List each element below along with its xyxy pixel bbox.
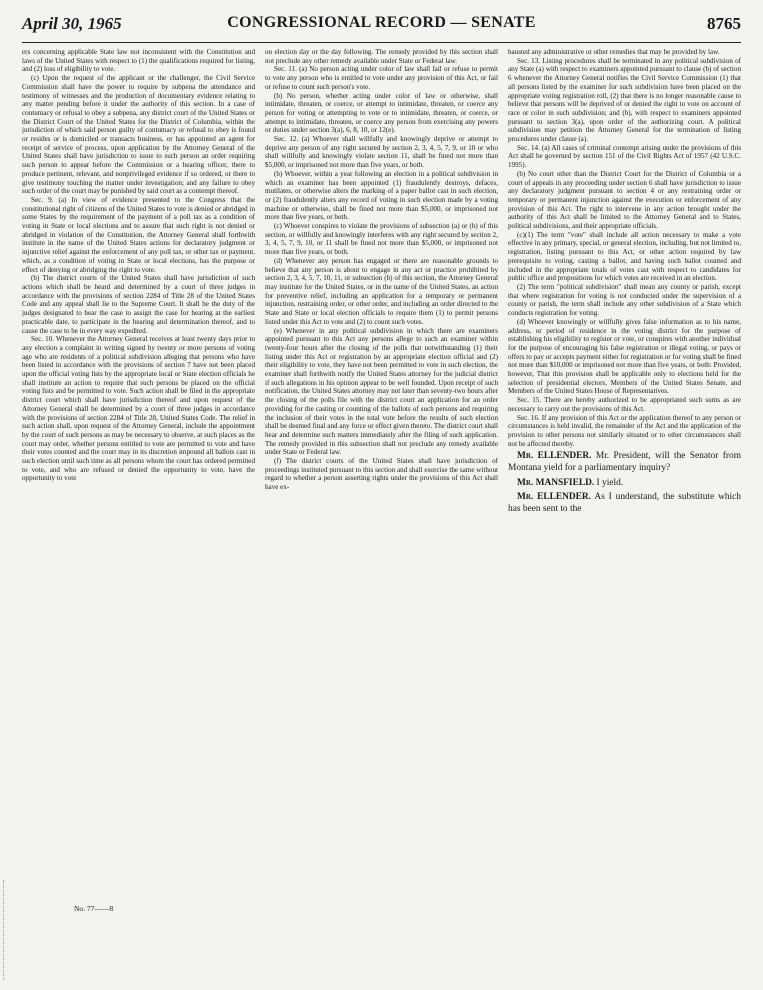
body-paragraph: Sec. 13. Listing procedures shall be terminated in any political subdivision of any State (a) with respect to examiners appointed pursuant to clause (b) of section 6 whenever the Attorney General notifies the Civil Service Commission (1) that all persons listed by the examiner for such subdivision have been placed on the appropriate voting registration roll, (2) that there is no longer reasonable cause to believe that persons will be deprived of or denied the right to vote on account of race or color in such subdivision; and (b), with respect to examiners appointed pursuant to section 3(a), upon order of the authorizing court. A political subdivision may petition the Attorney General for the termination of listing procedures under clause (a). [508,56,741,144]
issue-number: No. 77——8 [74,904,114,913]
column-left [22,48,255,918]
body-paragraph: Sec. 16. If any provision of this Act or the application thereof to any person or circumstances is held invalid, the remainder of the Act and the application of the provision to other persons not similarly situated or to other circumstances shall not be affected thereby. [508,413,741,448]
speaker-name: Mr. ELLENDER. [517,492,592,503]
body-paragraph: (2) The term "political subdivision" shall mean any county or parish, except that where registration for voting is not conducted under the supervision of a county or parish, the term shall include any other subdivision of a State which conducts registration for voting. [508,282,741,318]
speech-paragraph [508,478,741,490]
body-paragraph: (f) The district courts of the United States shall have jurisdiction of proceedings instituted pursuant to this section and shall exercise the same without regard to whether a person asserting rights under the provisions of this Act shall have ex- [265,457,498,492]
speech-paragraph [508,451,741,474]
speech-text: As I understand, the substitute which has been sent to the [508,492,741,514]
body-paragraph: ers concerning applicable State law not inconsistent with the Constitution and laws of the United States with respect to (1) the qualifications required for listing, and (2) loss of eligibility to vote. [22,48,255,74]
column-middle [265,48,498,918]
body-paragraph: Sec. 15. There are hereby authorized to be appropriated such sums as are necessary to carry out the provisions of this Act. [508,396,741,413]
page-number: 8765 [707,14,741,33]
body-paragraph: hausted any administrative or other remedies that may be provided by law. [508,48,720,56]
body-paragraph: Sec. 14. (a) All cases of criminal contempt arising under the provisions of this Act shall be governed by section 151 of the Civil Rights Act of 1957 (42 U.S.C. 1995). [508,143,741,170]
body-paragraph: Sec. 9. (a) In view of evidence presented to the Congress that the constitutional right of citizens of the United States to vote is denied or abridged in some States by the requirement of the payment of a poll tax as a condition of voting in State or local elections and to assure that such right is not denied or abridged in violation of the Constitution, the Attorney General shall forthwith institute in the name of the United States actions for declaratory judgment or injunctive relief against the enforcement of any poll tax, or other tax or payment, which, as a condition of voting in State or local elections, has the purpose or effect of denying or abridging the right to vote. [22,195,255,274]
binding-margin [3,880,8,980]
speaker-name: Mr. ELLENDER. [517,451,592,462]
body-paragraph: (b) No person, whether acting under color of law or otherwise, shall intimidate, threaten, or coerce, or attempt to intimidate, threaten, or coerce any person for voting or attempting to vote or to intimidate, threaten, or coerce, or attempt to intimidate, threaten, or coerce any person from exercising any powers or duties under section 3(a), 6, 8, 10, or 12(e). [265,91,498,135]
body-paragraph: (c) Whoever conspires to violate the provisions of subsection (a) or (b) of this section, or willfully and knowingly interferes with any right secured by section 2, 3, 4, 5, 7, 9, 10, or 11 shall be fined not more than $5,000, or imprisoned not more than five years, or both. [265,222,498,257]
issue-date: April 30, 1965 [22,14,122,33]
speech-text: Mr. President, will the Senator from Montana yield for a parliamentary inquiry? [508,451,741,473]
masthead [22,8,741,43]
body-paragraph: (c) Upon the request of the applicant or the challenger, the Civil Service Commission shall have the power to require by subpena the attendance and testimony of witnesses and the production of documentary evidence relating to any matter pending before it under the authority of this section. In a case of contumacy or refusal to obey a subpena, any district court of the United States or the District Court of the United States for the District of Columbia, within the jurisdiction of which said person guilty of contumacy or refusal to obey is found or resides or is domiciled or transacts business, or has appointed an agent for receipt of service of process, upon application by the Attorney General of the United States shall have jurisdiction to issue to such person an order requiring such person to appear before the Commission or a hearing officer, there to produce pertinent, relevant, and nonprivileged evidence if so ordered, or there to give testimony touching the matter under investigation; and any failure to obey such order of the court may be punished by said court as a contempt thereof. [22,74,255,196]
body-paragraph: (d) Whoever knowingly or willfully gives false information as to his name, address, or period of residence in the voting district for the purpose of establishing his eligibility to register or vote, or conspires with another individual for the purpose of encouraging his false registration or illegal voting, or pays or offers to pay or accepts payment either for registration or for voting shall be fined not more than $10,000 or imprisoned not more than five years, or both: Provided, however, That this provision shall be applicable only to elections held for the selection of presidential electors, Members of the United States Senate, and Members of the United States House of Representatives. [508,317,741,396]
speaker-name: Mr. MANSFIELD. [517,477,595,488]
body-paragraph: (d) Whenever any person has engaged or there are reasonable grounds to believe that any person is about to engage in any act or practice prohibited by section 2, 3, 4, 5, 7, 10, 11, or subsection (b) of this section, the Attorney General may institute for the United States, or in the name of the United States, an action for preventive relief, including an application for a temporary or permanent injunction, restraining order, or other order, and including an order directed to the State and State or local election officials to require them (1) to permit persons listed under this Act to vote and (2) to count such votes. [265,256,498,326]
body-paragraph: (e) Whenever in any political subdivision in which there are examiners appointed pursuant to this Act any persons allege to such an examiner within twenty-four hours after the closing of the polls that notwithstanding (1) their listing under this Act or registration by an appropriate election official and (2) their eligibility to vote, they have not been permitted to vote in such election, the examiner shall forthwith notify the United States attorney for the judicial district if such allegations in his opinion appear to be well founded. Upon receipt of such notification, the United States attorney may not later than seventy-two hours after the closing of the polls file with the district court an application for an order providing for the casting or counting of the ballots of such persons and requiring the inclusion of their votes in the total vote before the results of such election shall be deemed final and any force or effect given thereto. The district court shall hear and determine such matters immediately after the filing of such application. The remedy provided in this subsection shall not preclude any remedy available under State or Federal law. [265,326,498,457]
body-paragraph: on election day or the day following. The remedy provided by this section shall not preclude any other remedy available under State or Federal law. [265,48,498,65]
column-right [508,48,741,918]
body-paragraph: (b) Whoever, within a year following an election in a political subdivision in which an examiner has been appointed (1) fraudulently destroys, defaces, mutilates, or otherwise alters the marking of a paper ballot cast in such election, or (2) fraudulently alters any record of voting in such election made by a voting machine or otherwise, shall be fined not more than $5,000, or imprisoned not more than five years, or both. [265,169,498,222]
body-paragraph: (b) The district courts of the United States shall have jurisdiction of such actions which shall be heard and determined by a court of three judges in accordance with the provisions of section 2284 of Title 28 of the United States Code and any appeal shall lie to the Supreme Court. It shall be the duty of the judges designated to hear the case to assign the case for hearing at the earliest practicable date, to participate in the hearing and determination thereof, and to cause the case to be in every way expedited. [22,274,255,335]
speech-paragraph [508,492,741,515]
body-paragraph: (c)(1) The term "vote" shall include all action necessary to make a vote effective in any primary, special, or general election, including, but not limited to, registration, listing pursuant to this Act, or other action required by law prerequisite to voting, casting a ballot, and having such ballot counted and included in the appropriate totals of votes cast with respect to candidates for public office and propositions for which votes are received in an election. [508,230,741,283]
text-columns [22,48,741,918]
body-paragraph: Sec. 12. (a) Whoever shall willfully and knowingly deprive or attempt to deprive any person of any right secured by section 2, 3, 4, 5, 7, 9, or 10 or who shall willfully and knowingly violate section 11, shall be fined not more than $5,000, or imprisoned not more than five years, or both. [265,135,498,170]
speech-text: I yield. [596,477,624,488]
body-paragraph: Sec. 11. (a) No person acting under color of law shall fail or refuse to permit to vote any person who is entitled to vote under any provision of this Act, or fail or refuse to count such person's vote. [265,65,498,91]
publication-title: CONGRESSIONAL RECORD — SENATE [227,14,536,31]
body-paragraph: Sec. 10. Whenever the Attorney General receives at least twenty days prior to any election a complaint in writing signed by twenty or more persons of voting age who are residents of a political subdivision alleging that persons who have been listed in accordance with the provisions of section 7 have not been placed upon the official voting lists by the appropriate local or State election officials he shall institute an action to require that such persons be placed on the official voting lists and be permitted to vote. Such action shall be filed in the appropriate district court which shall have jurisdiction thereof and upon request of the Attorney General shall be determined by a court of three judges in accordance with the provisions of section 2284 of Title 28, United States Code. The relief in such action shall, upon request of the Attorney General, include the appointment by the court of such persons as may be necessary to observe, at such places as the court may order, whether persons entitled to vote are permitted to vote and have their votes counted and the court may in its discretion impound all ballots cast in such election until such time as all persons whom the court has ordered permitted to vote, and who are refused or denied the opportunity to vote, have the opportunity to vote [22,335,255,483]
body-paragraph: (b) No court other than the District Court for the District of Columbia or a court of appeals in any proceeding under section 6 shall have jurisdiction to issue any declaratory judgment pursuant to section 4 or any restraining order or temporary or permanent injunction against the execution or enforcement of any provision of this Act. The right to intervene in any action brought under the authority of this Act shall be limited to the Attorney General and to States, political subdivisions, and their appropriate officials. [508,169,741,231]
